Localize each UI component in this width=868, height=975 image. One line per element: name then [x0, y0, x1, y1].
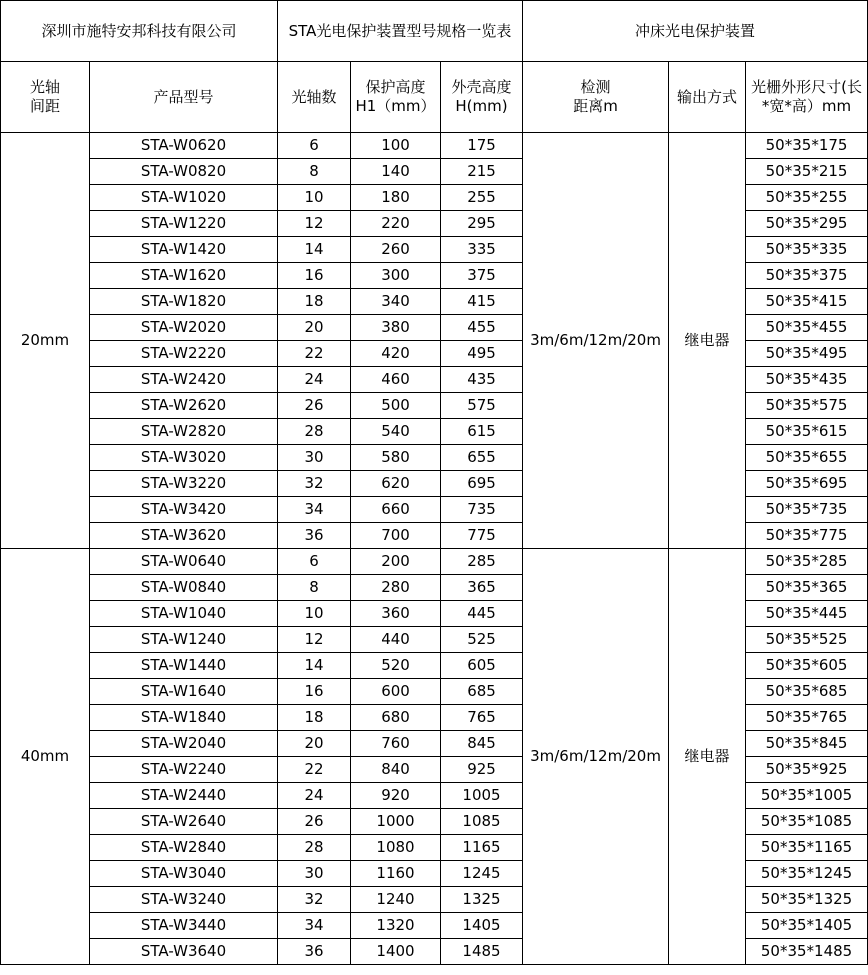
h1-cell: 220 — [351, 211, 441, 237]
axes-cell: 20 — [278, 315, 351, 341]
axes-cell: 16 — [278, 263, 351, 289]
model-cell: STA-W1440 — [90, 653, 278, 679]
axes-cell: 30 — [278, 861, 351, 887]
size-cell: 50*35*845 — [746, 731, 868, 757]
header-h1 — [351, 62, 441, 133]
model-cell: STA-W2640 — [90, 809, 278, 835]
size-cell: 50*35*435 — [746, 367, 868, 393]
h-cell: 615 — [441, 419, 523, 445]
header-h1-line2: H1（mm） — [355, 97, 436, 115]
size-cell: 50*35*655 — [746, 445, 868, 471]
size-cell: 50*35*1485 — [746, 939, 868, 965]
h-cell: 765 — [441, 705, 523, 731]
h1-cell: 840 — [351, 757, 441, 783]
h1-cell: 380 — [351, 315, 441, 341]
model-cell: STA-W2040 — [90, 731, 278, 757]
axes-cell: 24 — [278, 367, 351, 393]
model-cell: STA-W3040 — [90, 861, 278, 887]
h-cell: 495 — [441, 341, 523, 367]
h1-cell: 1400 — [351, 939, 441, 965]
header-output: 输出方式 — [669, 62, 746, 133]
axes-cell: 12 — [278, 211, 351, 237]
model-cell: STA-W2620 — [90, 393, 278, 419]
header-row — [1, 62, 868, 133]
spacing-cell: 20mm — [1, 133, 90, 549]
h1-cell: 520 — [351, 653, 441, 679]
axes-cell: 8 — [278, 159, 351, 185]
header-h-line1: 外壳高度 — [451, 78, 512, 97]
model-cell: STA-W3240 — [90, 887, 278, 913]
model-cell: STA-W1640 — [90, 679, 278, 705]
model-cell: STA-W0840 — [90, 575, 278, 601]
axes-cell: 36 — [278, 523, 351, 549]
h1-cell: 100 — [351, 133, 441, 159]
h1-cell: 660 — [351, 497, 441, 523]
axes-cell: 18 — [278, 289, 351, 315]
axes-cell: 10 — [278, 601, 351, 627]
size-cell: 50*35*375 — [746, 263, 868, 289]
header-h-line2: H(mm) — [455, 97, 508, 115]
header-spacing — [1, 62, 90, 133]
axes-cell: 14 — [278, 653, 351, 679]
h1-cell: 1160 — [351, 861, 441, 887]
axes-cell: 20 — [278, 731, 351, 757]
size-cell: 50*35*525 — [746, 627, 868, 653]
h-cell: 1485 — [441, 939, 523, 965]
h-cell: 285 — [441, 549, 523, 575]
h-cell: 695 — [441, 471, 523, 497]
distance-cell: 3m/6m/12m/20m — [523, 549, 669, 965]
size-cell: 50*35*1325 — [746, 887, 868, 913]
h-cell: 735 — [441, 497, 523, 523]
h1-cell: 540 — [351, 419, 441, 445]
axes-cell: 6 — [278, 133, 351, 159]
model-cell: STA-W2820 — [90, 419, 278, 445]
h-cell: 295 — [441, 211, 523, 237]
size-cell: 50*35*495 — [746, 341, 868, 367]
h-cell: 925 — [441, 757, 523, 783]
h-cell: 415 — [441, 289, 523, 315]
size-cell: 50*35*295 — [746, 211, 868, 237]
axes-cell: 28 — [278, 419, 351, 445]
h-cell: 845 — [441, 731, 523, 757]
h1-cell: 680 — [351, 705, 441, 731]
h-cell: 335 — [441, 237, 523, 263]
axes-cell: 14 — [278, 237, 351, 263]
size-cell: 50*35*735 — [746, 497, 868, 523]
table-title: STA光电保护装置型号规格一览表 — [278, 1, 523, 62]
h-cell: 775 — [441, 523, 523, 549]
h-cell: 1005 — [441, 783, 523, 809]
axes-cell: 32 — [278, 471, 351, 497]
model-cell: STA-W1420 — [90, 237, 278, 263]
model-cell: STA-W1020 — [90, 185, 278, 211]
model-cell: STA-W2240 — [90, 757, 278, 783]
size-cell: 50*35*1165 — [746, 835, 868, 861]
size-cell: 50*35*445 — [746, 601, 868, 627]
model-cell: STA-W1220 — [90, 211, 278, 237]
product-name: 冲床光电保护装置 — [523, 1, 868, 62]
model-cell: STA-W2220 — [90, 341, 278, 367]
h-cell: 1085 — [441, 809, 523, 835]
table-row — [1, 549, 868, 575]
h1-cell: 340 — [351, 289, 441, 315]
h-cell: 605 — [441, 653, 523, 679]
h-cell: 525 — [441, 627, 523, 653]
axes-cell: 18 — [278, 705, 351, 731]
size-cell: 50*35*605 — [746, 653, 868, 679]
header-spacing-line1: 光轴 — [29, 78, 60, 97]
axes-cell: 26 — [278, 809, 351, 835]
h1-cell: 600 — [351, 679, 441, 705]
h1-cell: 500 — [351, 393, 441, 419]
model-cell: STA-W2020 — [90, 315, 278, 341]
axes-cell: 22 — [278, 341, 351, 367]
h1-cell: 1080 — [351, 835, 441, 861]
h1-cell: 140 — [351, 159, 441, 185]
model-cell: STA-W2440 — [90, 783, 278, 809]
header-distance — [523, 62, 669, 133]
axes-cell: 26 — [278, 393, 351, 419]
h1-cell: 1240 — [351, 887, 441, 913]
size-cell: 50*35*365 — [746, 575, 868, 601]
axes-cell: 28 — [278, 835, 351, 861]
size-cell: 50*35*255 — [746, 185, 868, 211]
size-cell: 50*35*685 — [746, 679, 868, 705]
axes-cell: 6 — [278, 549, 351, 575]
size-cell: 50*35*615 — [746, 419, 868, 445]
h1-cell: 300 — [351, 263, 441, 289]
h1-cell: 360 — [351, 601, 441, 627]
h-cell: 685 — [441, 679, 523, 705]
size-cell: 50*35*765 — [746, 705, 868, 731]
header-spacing-line2: 间距 — [29, 97, 60, 115]
company-name: 深圳市施特安邦科技有限公司 — [1, 1, 278, 62]
model-cell: STA-W1040 — [90, 601, 278, 627]
h-cell: 365 — [441, 575, 523, 601]
h-cell: 435 — [441, 367, 523, 393]
axes-cell: 24 — [278, 783, 351, 809]
header-axes: 光轴数 — [278, 62, 351, 133]
header-size-line2: *宽*高）mm — [761, 97, 852, 115]
model-cell: STA-W3020 — [90, 445, 278, 471]
h1-cell: 280 — [351, 575, 441, 601]
h-cell: 445 — [441, 601, 523, 627]
axes-cell: 30 — [278, 445, 351, 471]
table-row — [1, 133, 868, 159]
model-cell: STA-W3220 — [90, 471, 278, 497]
h-cell: 1245 — [441, 861, 523, 887]
model-cell: STA-W1620 — [90, 263, 278, 289]
h1-cell: 260 — [351, 237, 441, 263]
model-cell: STA-W3440 — [90, 913, 278, 939]
header-size-line1: 光栅外形尺寸(长 — [751, 78, 862, 97]
size-cell: 50*35*1245 — [746, 861, 868, 887]
header-h1-line1: 保护高度 — [365, 78, 426, 97]
h1-cell: 920 — [351, 783, 441, 809]
model-cell: STA-W2420 — [90, 367, 278, 393]
h-cell: 1405 — [441, 913, 523, 939]
h1-cell: 1000 — [351, 809, 441, 835]
title-row — [1, 1, 868, 62]
size-cell: 50*35*285 — [746, 549, 868, 575]
axes-cell: 8 — [278, 575, 351, 601]
size-cell: 50*35*175 — [746, 133, 868, 159]
h1-cell: 760 — [351, 731, 441, 757]
size-cell: 50*35*455 — [746, 315, 868, 341]
h1-cell: 420 — [351, 341, 441, 367]
h-cell: 455 — [441, 315, 523, 341]
h1-cell: 440 — [351, 627, 441, 653]
model-cell: STA-W3640 — [90, 939, 278, 965]
axes-cell: 32 — [278, 887, 351, 913]
axes-cell: 16 — [278, 679, 351, 705]
header-model: 产品型号 — [90, 62, 278, 133]
size-cell: 50*35*415 — [746, 289, 868, 315]
model-cell: STA-W0820 — [90, 159, 278, 185]
axes-cell: 12 — [278, 627, 351, 653]
header-distance-line2: 距离m — [573, 97, 618, 115]
size-cell: 50*35*1085 — [746, 809, 868, 835]
size-cell: 50*35*775 — [746, 523, 868, 549]
h-cell: 255 — [441, 185, 523, 211]
h-cell: 575 — [441, 393, 523, 419]
model-cell: STA-W1820 — [90, 289, 278, 315]
h1-cell: 620 — [351, 471, 441, 497]
h-cell: 175 — [441, 133, 523, 159]
h-cell: 215 — [441, 159, 523, 185]
header-distance-line1: 检测 — [580, 78, 611, 97]
output-cell: 继电器 — [669, 549, 746, 965]
h-cell: 1325 — [441, 887, 523, 913]
size-cell: 50*35*575 — [746, 393, 868, 419]
header-h — [441, 62, 523, 133]
model-cell: STA-W3620 — [90, 523, 278, 549]
h1-cell: 580 — [351, 445, 441, 471]
model-cell: STA-W1840 — [90, 705, 278, 731]
h-cell: 1165 — [441, 835, 523, 861]
h1-cell: 1320 — [351, 913, 441, 939]
axes-cell: 34 — [278, 497, 351, 523]
axes-cell: 10 — [278, 185, 351, 211]
model-cell: STA-W3420 — [90, 497, 278, 523]
h-cell: 655 — [441, 445, 523, 471]
size-cell: 50*35*215 — [746, 159, 868, 185]
model-cell: STA-W0640 — [90, 549, 278, 575]
axes-cell: 36 — [278, 939, 351, 965]
size-cell: 50*35*925 — [746, 757, 868, 783]
output-cell: 继电器 — [669, 133, 746, 549]
axes-cell: 22 — [278, 757, 351, 783]
h1-cell: 200 — [351, 549, 441, 575]
h1-cell: 460 — [351, 367, 441, 393]
h-cell: 375 — [441, 263, 523, 289]
h1-cell: 700 — [351, 523, 441, 549]
spacing-cell: 40mm — [1, 549, 90, 965]
axes-cell: 34 — [278, 913, 351, 939]
model-cell: STA-W0620 — [90, 133, 278, 159]
size-cell: 50*35*1005 — [746, 783, 868, 809]
size-cell: 50*35*1405 — [746, 913, 868, 939]
size-cell: 50*35*695 — [746, 471, 868, 497]
model-cell: STA-W2840 — [90, 835, 278, 861]
size-cell: 50*35*335 — [746, 237, 868, 263]
model-cell: STA-W1240 — [90, 627, 278, 653]
h1-cell: 180 — [351, 185, 441, 211]
header-size — [746, 62, 868, 133]
distance-cell: 3m/6m/12m/20m — [523, 133, 669, 549]
